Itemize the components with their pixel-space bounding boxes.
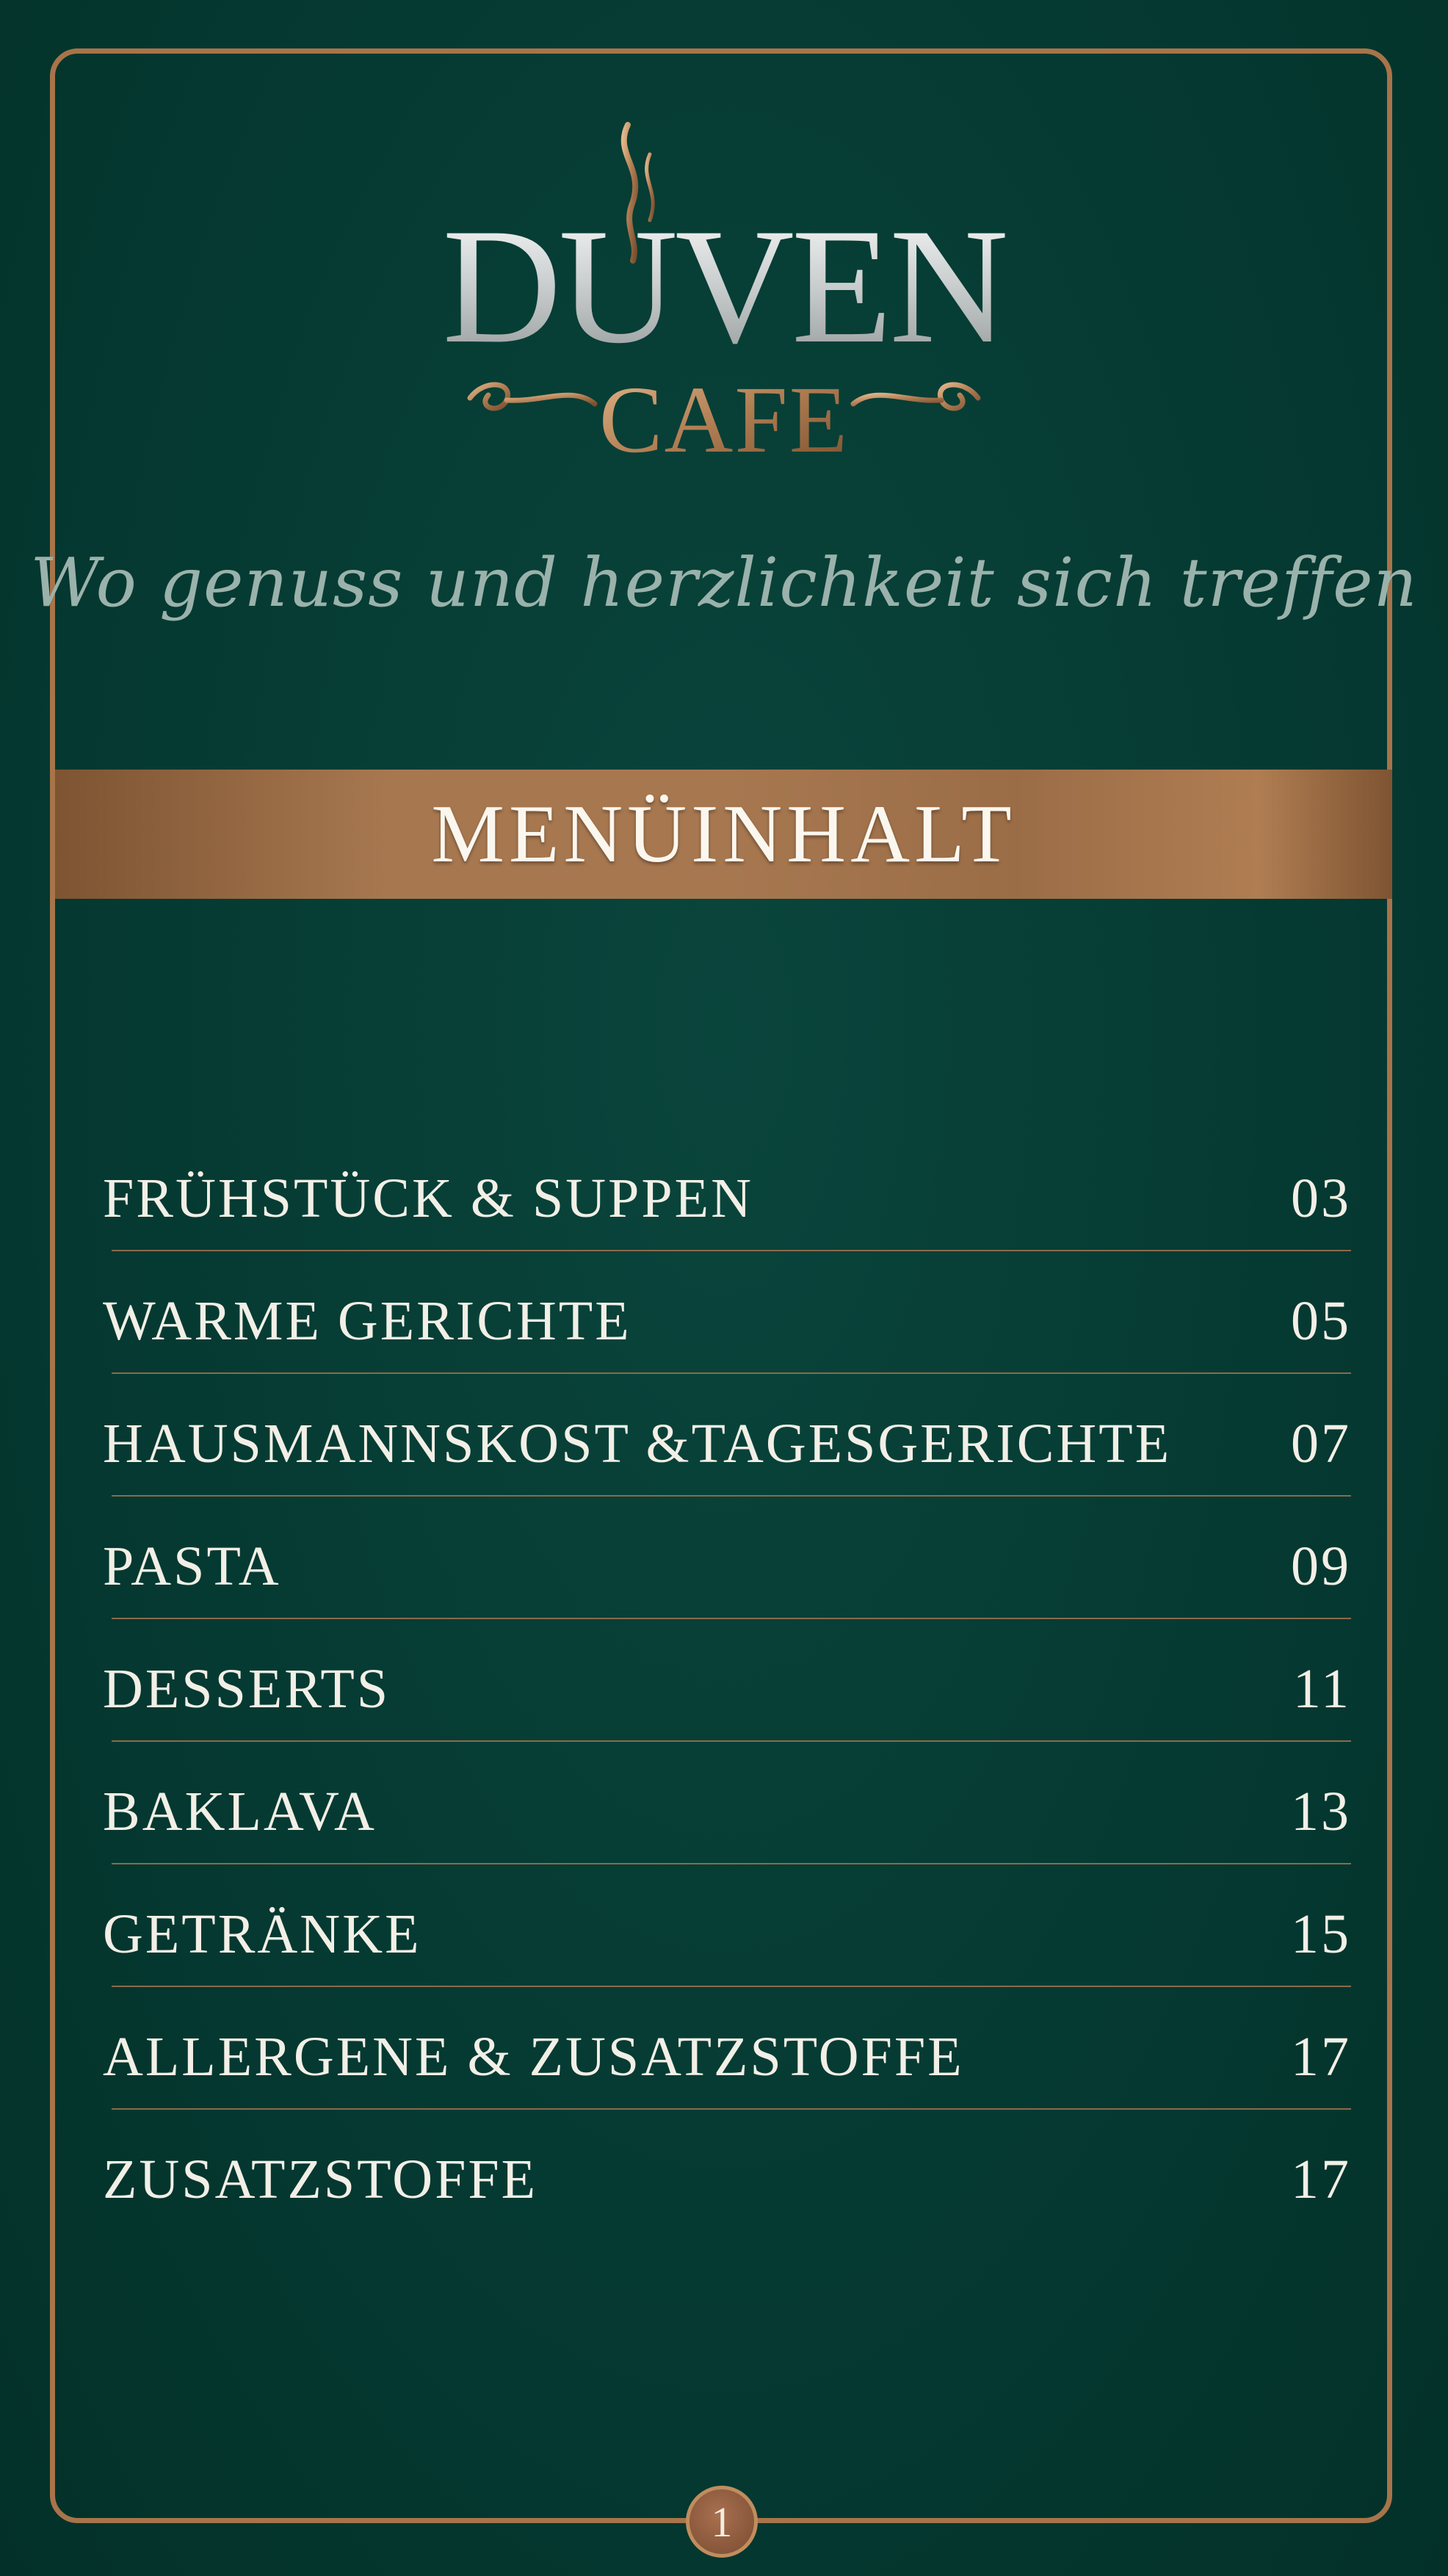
divider [112, 1986, 1351, 1987]
toc-item-label: GETRÄNKE [103, 1903, 421, 1965]
toc-item[interactable] [103, 1621, 1351, 1744]
divider [112, 1250, 1351, 1251]
toc-item[interactable] [103, 1744, 1351, 1867]
divider [112, 1740, 1351, 1742]
tagline: Wo genuss und herzlichkeit sich treffen [30, 543, 1418, 622]
toc-item-label: ZUSATZSTOFFE [103, 2149, 538, 2210]
toc-item-page: 15 [1291, 1903, 1351, 1965]
section-banner [55, 770, 1392, 899]
toc-item-page: 07 [1291, 1413, 1351, 1475]
toc-item-page: 17 [1291, 2149, 1351, 2210]
toc-item[interactable] [103, 2112, 1351, 2235]
toc-item-page: 17 [1291, 2026, 1351, 2088]
toc-item[interactable] [103, 1499, 1351, 1621]
toc-item-label: BAKLAVA [103, 1781, 377, 1842]
toc-item-label: PASTA [103, 1535, 281, 1597]
toc-item-page: 13 [1291, 1781, 1351, 1842]
page-number-badge: 1 [686, 2486, 758, 2558]
toc-item-label: DESSERTS [103, 1658, 391, 1720]
duven-cafe-logo [0, 110, 1448, 477]
table-of-contents [103, 1131, 1351, 2235]
toc-item-label: ALLERGENE & ZUSATZSTOFFE [103, 2026, 964, 2088]
banner-title: MENÜINHALT [431, 788, 1016, 880]
toc-item[interactable] [103, 1867, 1351, 1989]
toc-item[interactable] [103, 1253, 1351, 1376]
divider [112, 1863, 1351, 1864]
toc-item-label: HAUSMANNSKOST &TAGESGERICHTE [103, 1413, 1172, 1475]
toc-item-page: 03 [1291, 1168, 1351, 1229]
toc-item-label: FRÜHSTÜCK & SUPPEN [103, 1168, 753, 1229]
divider [112, 2108, 1351, 2110]
toc-item-page: 05 [1291, 1290, 1351, 1352]
toc-item-label: WARME GERICHTE [103, 1290, 631, 1352]
toc-item[interactable] [103, 1376, 1351, 1499]
logo-name: DUVEN [442, 194, 1006, 377]
toc-item-page: 09 [1291, 1535, 1351, 1597]
toc-item[interactable] [103, 1131, 1351, 1253]
divider [112, 1618, 1351, 1619]
toc-item[interactable] [103, 1989, 1351, 2112]
divider [112, 1495, 1351, 1497]
divider [112, 1372, 1351, 1374]
toc-item-page: 11 [1292, 1658, 1351, 1720]
logo-subname: CAFE [598, 367, 850, 473]
